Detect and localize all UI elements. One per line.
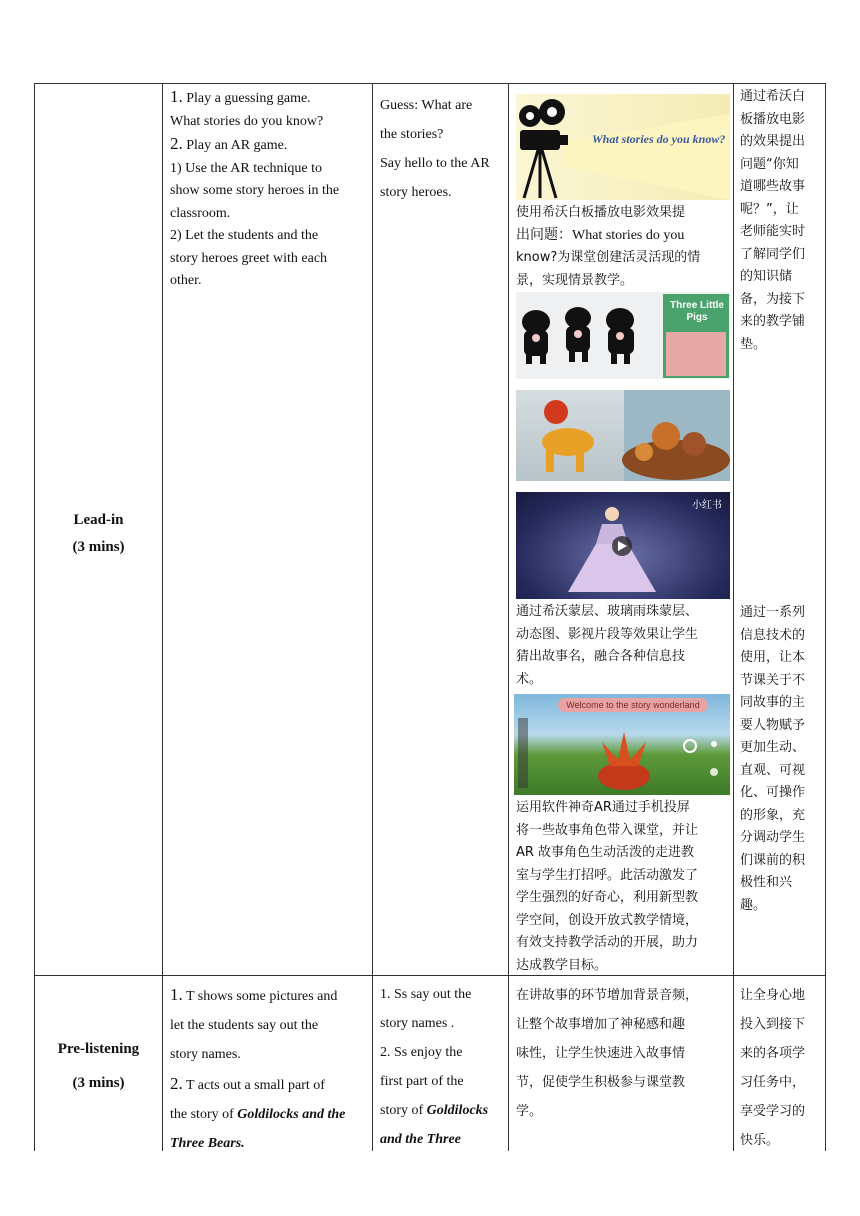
teacher-activity-cell — [170, 980, 370, 1158]
tech-cell — [516, 981, 730, 1126]
intent-line: 习任务中， — [740, 1075, 806, 1090]
teacher-text: T acts out a small part of — [186, 1078, 325, 1093]
intent-line: 趣。 — [740, 897, 767, 913]
col-border — [34, 83, 35, 1151]
student-activity-cell — [380, 91, 506, 207]
intent-line: 极性和兴 — [740, 875, 793, 890]
design-intent-cell — [740, 981, 822, 1155]
tech-line: 学。 — [516, 1104, 543, 1119]
student-text: story heroes. — [380, 185, 452, 200]
teacher-text: other. — [170, 273, 202, 288]
intent-line: 的效果提出 — [740, 134, 806, 149]
teacher-text: 2) Let the students and the — [170, 228, 319, 243]
caption-line: 将一些故事角色带入课堂，并让 — [516, 822, 699, 838]
caption-line: 运用软件神奇AR通过手机投屏 — [516, 800, 690, 815]
caption-line: 有效支持教学活动的开展，助力 — [516, 935, 699, 950]
intent-line: 更加生动、 — [740, 740, 806, 755]
caption-line: 出问题：What stories do you — [516, 227, 685, 243]
tech-caption — [516, 797, 730, 977]
intent-line: 通过一系列 — [740, 605, 806, 620]
design-intent-cell — [740, 602, 822, 917]
caption-line: 猜出故事名，融合各种信息技 — [516, 649, 686, 664]
teacher-text: the story of — [170, 1107, 238, 1122]
tech-line: 在讲故事的环节增加背景音频， — [516, 988, 699, 1003]
student-text: Say hello to the AR — [380, 156, 490, 171]
intent-line: 直观、可视 — [740, 762, 806, 778]
intent-line: 同故事的主 — [740, 695, 806, 710]
student-text: first part of the — [380, 1074, 464, 1089]
student-text: the stories? — [380, 127, 444, 142]
story-title: Three Bears. — [170, 1136, 245, 1151]
student-text: story names . — [380, 1016, 455, 1031]
item-number: 1. — [170, 87, 183, 106]
intent-line: 通过希沃白 — [740, 89, 806, 104]
intent-line: 的知识储 — [740, 269, 793, 284]
intent-line: 备，为接下 — [740, 291, 806, 307]
design-intent-cell — [740, 86, 822, 356]
book-title: Three Little Pigs — [670, 300, 724, 323]
intent-line: 垫。 — [740, 336, 767, 352]
item-number: 2. — [170, 1074, 183, 1093]
item-number: 2. — [170, 134, 183, 153]
caption-line: 室与学生打招呼。此活动激发了 — [516, 867, 699, 883]
col-border — [825, 83, 826, 1151]
stage-duration: (3 mins) — [72, 1075, 125, 1091]
stage-cell — [35, 1032, 162, 1100]
teacher-text: T shows some pictures and — [186, 989, 338, 1004]
intent-line: 快乐。 — [740, 1133, 780, 1148]
teacher-text: story heroes greet with each — [170, 250, 328, 266]
projector-image — [516, 94, 730, 200]
caption-line: 使用希沃白板播放电影效果提 — [516, 205, 686, 220]
tech-caption — [516, 601, 730, 691]
caption-line: know?为课堂创建活灵活现的情 — [516, 250, 701, 265]
intent-line: 呢？”，让 — [740, 201, 799, 217]
intent-line: 化、可操作 — [740, 785, 806, 800]
col-border — [162, 83, 163, 1151]
col-border — [733, 83, 734, 1151]
three-pigs-image — [516, 292, 730, 379]
teacher-text: Play a guessing game. — [186, 91, 311, 106]
teacher-text: Play an AR game. — [186, 138, 288, 153]
teacher-text: What stories do you know? — [170, 113, 324, 129]
caption-line: 学生强烈的好奇心，利用新型教 — [516, 890, 699, 905]
intent-line: 让全身心地 — [740, 988, 806, 1003]
intent-line: 信息技术的 — [740, 627, 806, 643]
teacher-text: let the students say out the — [170, 1018, 319, 1033]
student-activity-cell — [380, 980, 506, 1154]
caption-line: 学空间，创设开放式教学情境， — [516, 912, 699, 928]
caption-line: 达成教学目标。 — [516, 957, 608, 973]
intent-line: 了解同学们 — [740, 246, 806, 262]
teacher-text: 1) Use the AR technique to — [170, 160, 323, 176]
intent-line: 使用，让本 — [740, 650, 806, 665]
intent-line: 道哪些故事 — [740, 179, 806, 194]
intent-line: 来的教学铺 — [740, 314, 806, 329]
intent-line: 的形象，充 — [740, 807, 806, 823]
intent-line: 享受学习的 — [740, 1104, 806, 1119]
intent-line: 分调动学生 — [740, 830, 806, 845]
student-text: 1. Ss say out the — [380, 987, 472, 1002]
welcome-banner: Welcome to the story wonderland — [558, 698, 708, 712]
stage-name: Lead-in — [73, 512, 124, 528]
student-text: Guess: What are — [380, 98, 473, 113]
stage-cell — [35, 507, 162, 561]
col-border — [372, 83, 373, 1151]
caption-line: AR 故事角色生动活泼的走进教 — [516, 845, 695, 860]
image-caption: What stories do you know? — [592, 132, 726, 146]
student-text: story of — [380, 1103, 427, 1118]
teacher-text: classroom. — [170, 205, 231, 221]
intent-line: 节课关于不 — [740, 672, 806, 688]
intent-line: 老师能实时 — [740, 224, 806, 239]
story-title: Goldilocks and the — [237, 1107, 346, 1122]
cinderella-video-image — [516, 492, 730, 599]
col-border — [508, 83, 509, 1151]
stage-duration: (3 mins) — [72, 539, 125, 555]
tech-line: 节，促使学生积极参与课堂教 — [516, 1075, 686, 1090]
stage-name: Pre-listening — [57, 1041, 140, 1057]
story-title: Goldilocks — [426, 1103, 489, 1118]
caption-line: 景，实现情景教学。 — [516, 272, 634, 288]
story-title: and the Three — [380, 1132, 461, 1147]
tech-caption — [516, 202, 730, 292]
film-projector-icon — [516, 94, 730, 200]
intent-line: 要人物赋予 — [740, 717, 806, 733]
item-number: 1. — [170, 985, 183, 1004]
caption-line: 通过希沃蒙层、玻璃雨珠蒙层、 — [516, 604, 699, 619]
intent-line: 问题“你知 — [740, 156, 799, 172]
teacher-text: show some story heroes in the — [170, 183, 340, 198]
caption-line: 动态图、影视片段等效果让学生 — [516, 626, 699, 642]
lion-king-image — [516, 390, 730, 481]
intent-line: 板播放电影 — [740, 111, 806, 127]
caption-line: 术。 — [516, 671, 543, 687]
ar-app-image — [514, 694, 730, 795]
intent-line: 们课前的积 — [740, 852, 806, 868]
app-logo: 小红书 — [692, 500, 722, 511]
table-top-border — [34, 83, 826, 84]
teacher-text: story names. — [170, 1047, 241, 1062]
teacher-activity-cell — [170, 86, 366, 293]
intent-line: 投入到接下 — [740, 1017, 806, 1032]
lion-illustration-icon — [516, 390, 730, 481]
intent-line: 来的各项学 — [740, 1046, 806, 1061]
tech-line: 味性，让学生快速进入故事情 — [516, 1046, 686, 1061]
student-text: 2. Ss enjoy the — [380, 1045, 463, 1060]
tech-line: 让整个故事增加了神秘感和趣 — [516, 1017, 686, 1032]
